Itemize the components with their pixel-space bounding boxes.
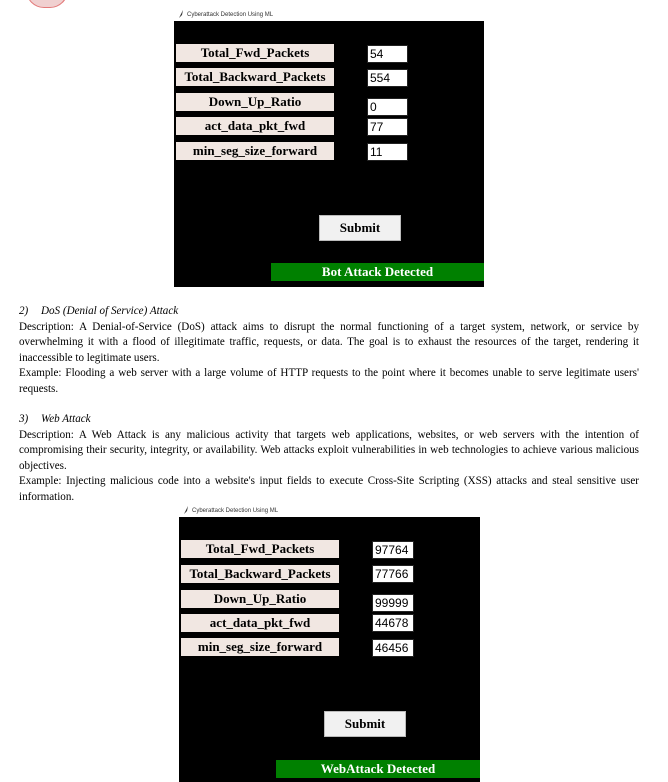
window-titlebar bbox=[174, 9, 484, 21]
window-titlebar bbox=[179, 505, 480, 517]
window-title: Cyberattack Detection Using ML bbox=[192, 508, 279, 514]
label-total-backward-packets: Total_Backward_Packets bbox=[176, 68, 334, 86]
feather-icon bbox=[183, 506, 189, 514]
input-act-data-pkt-fwd[interactable]: 77 bbox=[367, 118, 408, 136]
input-down-up-ratio[interactable]: 99999 bbox=[372, 594, 414, 612]
section-example: Example: Injecting malicious code into a website's input fields to execute Cross-Site Scripting (XSS) attacks and steal sensitive user information. bbox=[19, 475, 639, 503]
app-window-webattack bbox=[179, 505, 480, 782]
label-min-seg-size-forward: min_seg_size_forward bbox=[176, 142, 334, 160]
section-heading bbox=[19, 304, 639, 320]
label-total-fwd-packets: Total_Fwd_Packets bbox=[176, 44, 334, 62]
section-description: Description: A Web Attack is any malicious activity that targets web applications, websites, or web servers with the intention of compromising their security, integrity, or availability. Web attacks exploit vulnerabilities in web technologies to achieve various malicious objectives. bbox=[19, 428, 639, 472]
label-down-up-ratio: Down_Up_Ratio bbox=[176, 93, 334, 111]
input-total-fwd-packets[interactable]: 97764 bbox=[372, 541, 414, 559]
section-number: 2) bbox=[19, 305, 29, 317]
label-act-data-pkt-fwd: act_data_pkt_fwd bbox=[176, 117, 334, 135]
section-example: Example: Flooding a web server with a large volume of HTTP requests to the point where it becomes unable to serve legitimate users' requests. bbox=[19, 367, 639, 395]
section-heading bbox=[19, 412, 639, 428]
input-act-data-pkt-fwd[interactable]: 44678 bbox=[372, 614, 414, 632]
section-title: Web Attack bbox=[41, 413, 91, 425]
input-min-seg-size-forward[interactable]: 46456 bbox=[372, 639, 414, 657]
section-web-attack bbox=[19, 412, 639, 505]
submit-button[interactable]: Submit bbox=[319, 215, 401, 241]
app-window-bot bbox=[174, 9, 484, 287]
input-down-up-ratio[interactable]: 0 bbox=[367, 98, 408, 116]
label-act-data-pkt-fwd: act_data_pkt_fwd bbox=[181, 614, 339, 632]
label-down-up-ratio: Down_Up_Ratio bbox=[181, 590, 339, 608]
submit-button[interactable]: Submit bbox=[324, 711, 406, 737]
input-total-backward-packets[interactable]: 554 bbox=[367, 69, 408, 87]
result-status: Bot Attack Detected bbox=[271, 263, 484, 281]
feather-icon bbox=[178, 10, 184, 18]
window-title: Cyberattack Detection Using ML bbox=[187, 12, 274, 18]
logo-fragment bbox=[26, 0, 68, 8]
input-min-seg-size-forward[interactable]: 11 bbox=[367, 143, 408, 161]
label-min-seg-size-forward: min_seg_size_forward bbox=[181, 638, 339, 656]
input-total-fwd-packets[interactable]: 54 bbox=[367, 45, 408, 63]
section-number: 3) bbox=[19, 413, 29, 425]
section-title: DoS (Denial of Service) Attack bbox=[41, 305, 179, 317]
input-total-backward-packets[interactable]: 77766 bbox=[372, 565, 414, 583]
label-total-fwd-packets: Total_Fwd_Packets bbox=[181, 540, 339, 558]
result-status: WebAttack Detected bbox=[276, 760, 480, 778]
label-total-backward-packets: Total_Backward_Packets bbox=[181, 565, 339, 583]
section-dos bbox=[19, 304, 639, 397]
section-description: Description: A Denial-of-Service (DoS) attack aims to disrupt the normal functioning of a target system, network, or service by overwhelming it with a flood of illegitimate traffic, requests, or data. The goal is to exhaust the resources of the target, rendering it inaccessible to legitimate users. bbox=[19, 320, 639, 364]
